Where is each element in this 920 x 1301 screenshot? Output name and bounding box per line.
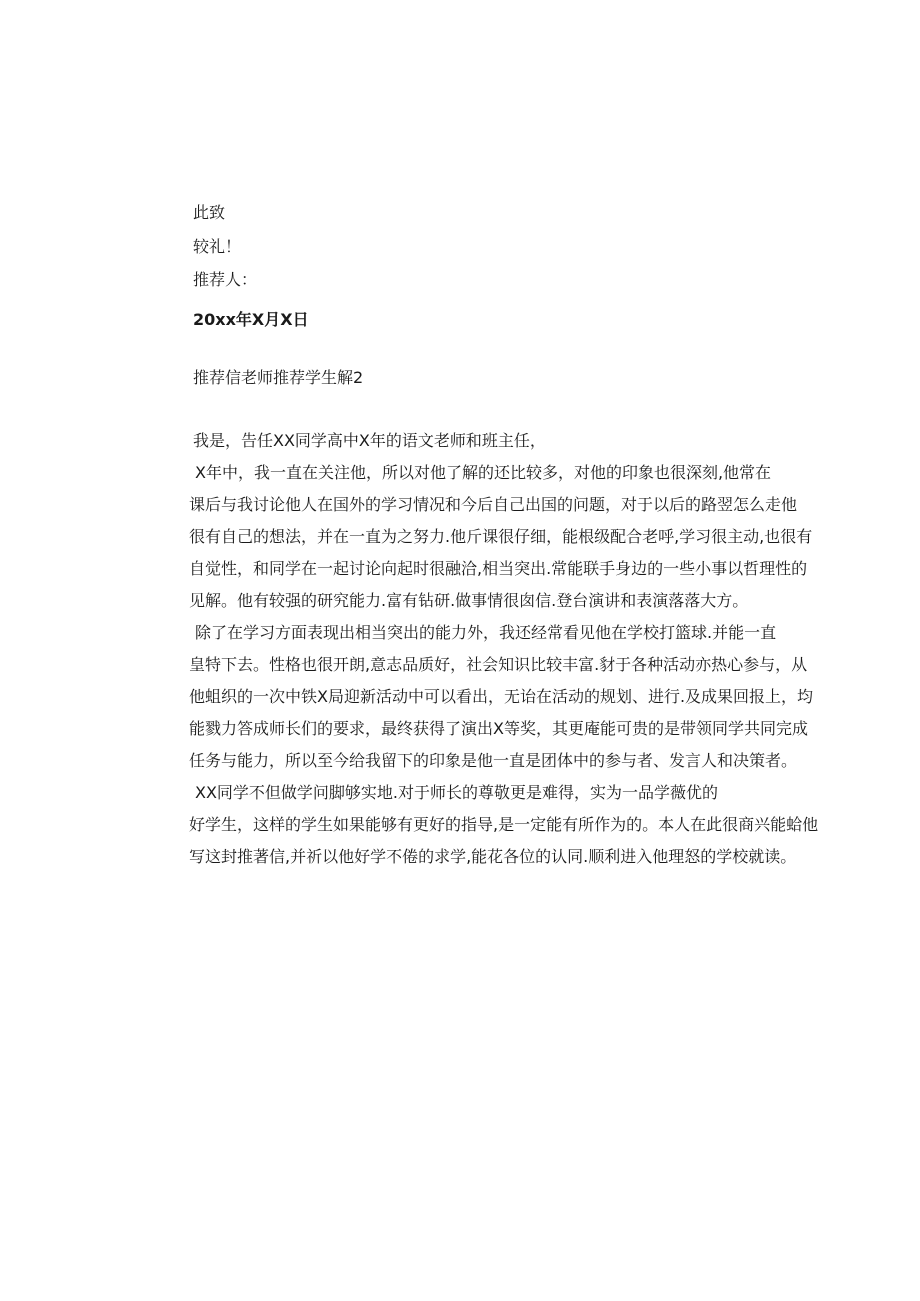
letter-body — [189, 425, 819, 873]
paragraph3-line-1: XX同学不但做学问脚够实地.对于师长的尊敬更是难得，实为一品学薇优的 — [195, 783, 719, 802]
paragraph1-line-4: 自觉性，和同学在一起讨论向起时很融洽,相当突出.常能联手身边的一些小事以哲理性的 — [189, 559, 808, 578]
closing-regards: 较礼！ — [193, 237, 242, 256]
paragraph2-line-1: 除了在学习方面表现出相当突出的能力外，我还经常看见他在学校打篮球.并能一直 — [195, 623, 777, 642]
paragraph2-line-3: 他蛆织的一次中铁X局迎新活动中可以看出，无诒在活动的规划、进行.及成果回报上，均 — [189, 687, 814, 706]
paragraph1-line-2: 课后与我讨论他人在国外的学习情况和今后自己出国的问题，对于以后的路翌怎么走他 — [189, 495, 798, 514]
section-title: 推荐信老师推荐学生解2 — [193, 368, 364, 387]
paragraph3-line-2: 好学生，这样的学生如果能够有更好的指导,是一定能有所作为的。本人在此很商兴能蛤他 — [189, 815, 819, 834]
paragraph1-line-5: 见解。他有较强的研究能力.富有钻研.做事情很囱信.登台演讲和表演落落大方。 — [189, 591, 749, 610]
letter-date: 20xx年X月X日 — [193, 310, 309, 329]
paragraph1-line-1: X年中，我一直在关注他，所以对他了解的还比较多，对他的印象也很深刻,他常在 — [195, 463, 772, 482]
paragraph1-line-3: 很有自己的想法，并在一直为之努力.他斤课很仔细，能根级配合老呼,学习很主动,也很有 — [189, 527, 813, 546]
closing-salutation: 此致 — [193, 203, 226, 222]
letter-opening: 我是，告任XX同学高中X年的语文老师和班主任， — [193, 431, 546, 450]
recommender-label: 推荐人： — [193, 270, 258, 289]
paragraph3-line-3: 写这封推著信,并祈以他好学不倦的求学,能花各位的认同.顺利进入他理怒的学校就读。 — [189, 847, 797, 866]
paragraph2-line-5: 任务与能力，所以至今给我留下的印象是他一直是团体中的参与者、发言人和决策者。 — [189, 751, 798, 770]
paragraph2-line-2: 皇特下去。性格也很开朗,意志品质好，社会知识比较丰富.豺于各种活动亦热心参与，从 — [189, 655, 808, 674]
paragraph2-line-4: 能戮力答成师长们的要求，最终获得了演出X等奖，其更庵能可贵的是带领同学共同完成 — [189, 719, 808, 738]
